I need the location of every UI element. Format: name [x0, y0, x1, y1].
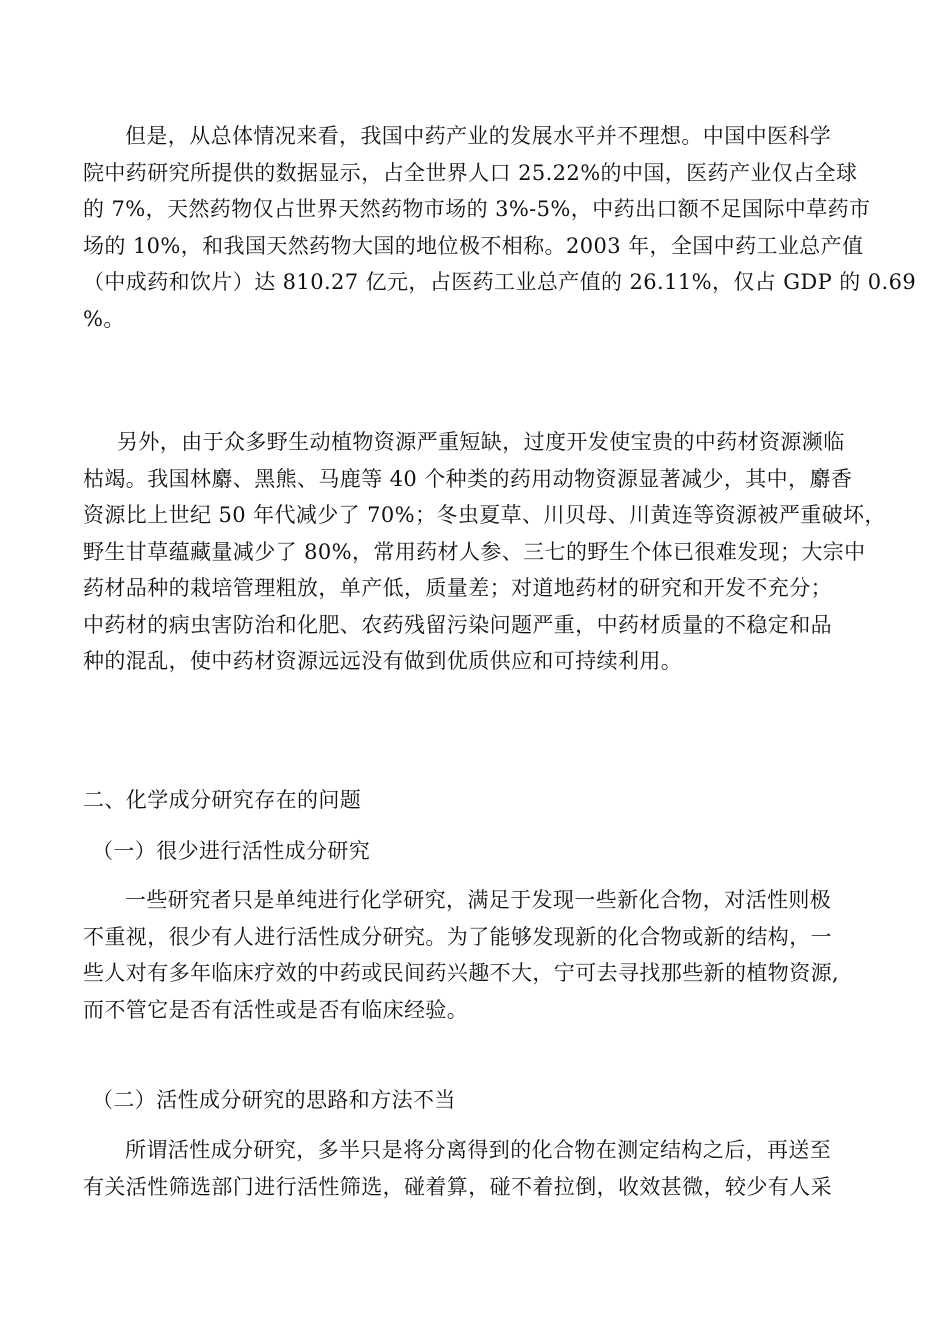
paragraph-2	[83, 424, 886, 680]
text-line: 场的 10%，和我国天然药物大国的地位极不相称。2003 年，全国中药工业总产值	[83, 233, 864, 258]
text-line: 所谓活性成分研究，多半只是将分离得到的化合物在测定结构之后，再送至	[125, 1138, 832, 1162]
text-line: 枯竭。我国林麝、黑熊、马鹿等 40 个种类的药用动物资源显著减少，其中，麝香	[83, 466, 853, 491]
text-line: 而不管它是否有活性或是否有临床经验。	[83, 997, 469, 1022]
text-line: 的 7%，天然药物仅占世界天然药物市场的 3%-5%，中药出口额不足国际中草药市	[83, 197, 871, 221]
text-line: 中药材的病虫害防治和化肥、农药残留污染问题严重，中药材质量的不稳定和品	[83, 612, 832, 637]
text-line: 野生甘草蕴藏量减少了 80%，常用药材人参、三七的野生个体已很难发现；大宗中	[83, 539, 866, 564]
paragraph-1	[83, 118, 917, 337]
section-heading: 二、化学成分研究存在的问题	[83, 788, 362, 812]
text-line: （中成药和饮片）达 810.27 亿元，占医药工业总产值的 26.11%，仅占 GDP 的 0.69	[83, 270, 917, 294]
text-line: %。	[83, 306, 125, 331]
text-line: 一些研究者只是单纯进行化学研究，满足于发现一些新化合物，对活性则极	[125, 888, 832, 912]
text-line: 种的混乱，使中药材资源远远没有做到优质供应和可持续利用。	[83, 649, 683, 673]
text-line: 院中药研究所提供的数据显示，占全世界人口 25.22%的中国，医药产业仅占全球	[83, 160, 858, 185]
text-line: 有关活性筛选部门进行活性筛选，碰着算，碰不着拉倒，收效甚微，较少有人采	[83, 1174, 832, 1199]
text-line: 不重视，很少有人进行活性成分研究。为了能够发现新的化合物或新的结构，一	[83, 924, 832, 949]
subheading-1: （一）很少进行活性成分研究	[92, 839, 371, 863]
paragraph-3	[83, 882, 883, 1028]
text-line: 药材品种的栽培管理粗放，单产低，质量差；对道地药材的研究和开发不充分；	[83, 576, 832, 600]
text-line: 资源比上世纪 50 年代减少了 70%；冬虫夏草、川贝母、川黄连等资源被严重破坏，	[83, 503, 886, 527]
text-line: 另外，由于众多野生动植物资源严重短缺，过度开发使宝贵的中药材资源濒临	[117, 430, 845, 454]
text-line: 些人对有多年临床疗效的中药或民间药兴趣不大，宁可去寻找那些新的植物资源,	[83, 961, 840, 985]
text-line: 但是，从总体情况来看，我国中药产业的发展水平并不理想。中国中医科学	[125, 124, 832, 148]
paragraph-4	[83, 1132, 883, 1205]
subheading-2: （二）活性成分研究的思路和方法不当	[92, 1088, 456, 1112]
